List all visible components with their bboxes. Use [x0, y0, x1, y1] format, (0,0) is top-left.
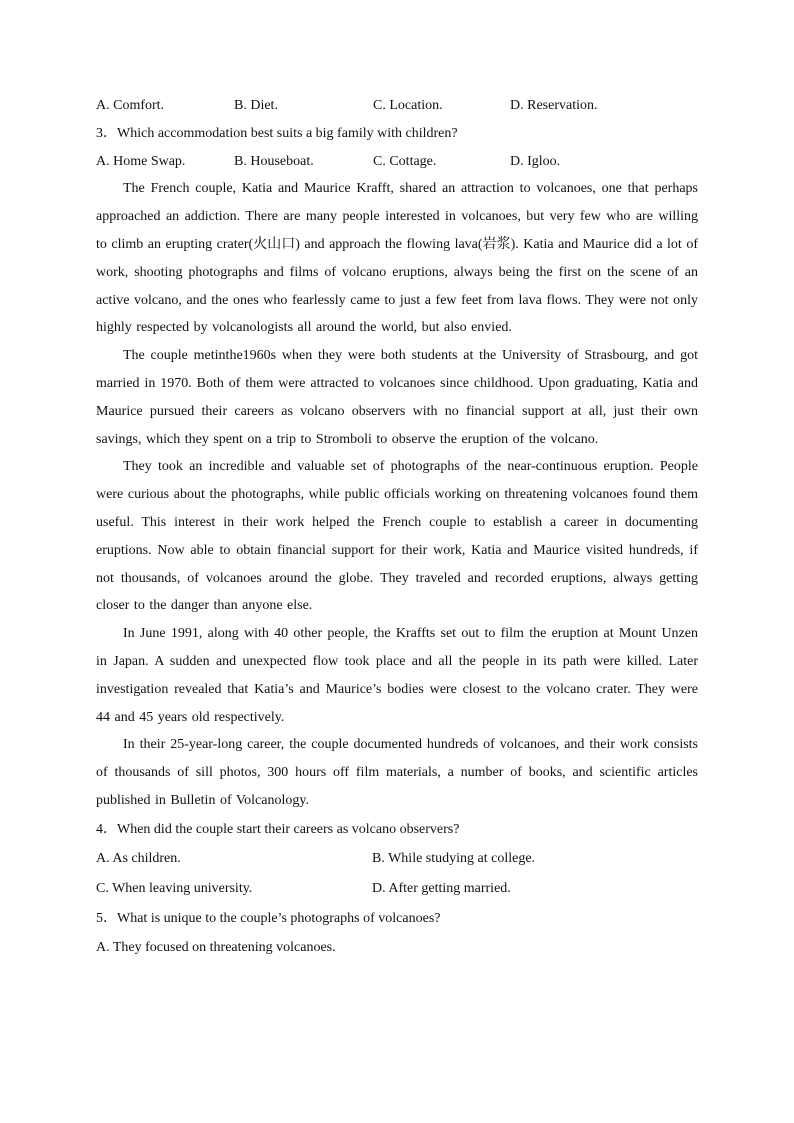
passage-paragraph: They took an incredible and valuable set of photographs of the near-continuous eruption. People were curious about the photographs, while public officials working on threatening volcanoes found them useful. This interest in their work helped the French couple to establish a career in documenting eruptions. Now able to obtain financial support for their work, Katia and Maurice visited hundreds, if not thousands, of volcanoes around the globe. They traveled and recorded eruptions, always getting closer to the danger than anyone else.: [96, 459, 698, 614]
q4-option-d[interactable]: D. After getting married.: [372, 880, 511, 896]
q4-stem: 4．When did the couple start their careers as volcano observers?: [96, 821, 460, 837]
q3-option-d[interactable]: D. Igloo.: [510, 153, 561, 169]
q4-option-a[interactable]: A. As children.: [96, 851, 181, 867]
exam-page: [96, 92, 698, 963]
q4-options-row2: [96, 874, 698, 904]
q2-options: [96, 92, 698, 120]
q2-option-b[interactable]: B. Diet.: [234, 98, 278, 113]
q2-option-c[interactable]: C. Location.: [373, 98, 443, 113]
passage-paragraph: In their 25-year-long career, the couple documented hundreds of volcanoes, and their work consists of thousands of sill photos, 300 hours off film materials, a number of books, and scientific articles published in Bulletin of Volcanology.: [96, 737, 698, 808]
q4-option-b[interactable]: B. While studying at college.: [372, 851, 536, 867]
q2-option-d[interactable]: D. Reservation.: [510, 98, 598, 113]
passage-paragraph: In June 1991, along with 40 other people, the Kraffts set out to film the eruption at Mount Unzen in Japan. A sudden and unexpected flow took place and all the people in its path were killed. Later investigation revealed that Katia’s and Maurice’s bodies were closest to the volcano crater. They were 44 and 45 years old respectively.: [96, 626, 698, 725]
q3-options: [96, 148, 698, 176]
q3-option-a[interactable]: A. Home Swap.: [96, 153, 186, 169]
passage-paragraph: The French couple, Katia and Maurice Krafft, shared an attraction to volcanoes, one that perhaps approached an addiction. There are many people interested in volcanoes, but very few who are willing to climb an erupting crater(火山口) and approach the flowing lava(岩浆). Katia and Maurice did a lot of work, shooting photographs and films of volcano eruptions, always being the first on the scene of an active volcano, and the ones who fearlessly came to just a few feet from lava flows. They were not only highly respected by volcanologists all around the world, but also envied.: [96, 181, 698, 336]
q3-option-c[interactable]: C. Cottage.: [373, 153, 437, 169]
q4-option-c[interactable]: C. When leaving university.: [96, 880, 253, 896]
passage-paragraph: The couple metinthe1960s when they were both students at the University of Strasbourg, and got married in 1970. Both of them were attracted to volcanoes since childhood. Upon graduating, Katia and Maurice pursued their careers as volcano observers with no financial support at all, just their own savings, which they spent on a trip to Stromboli to observe the eruption of the volcano.: [96, 348, 698, 447]
q3-option-b[interactable]: B. Houseboat.: [234, 153, 314, 169]
q4-options-row1: [96, 844, 698, 874]
q2-option-a[interactable]: A. Comfort.: [96, 98, 165, 113]
q5-stem: 5．What is unique to the couple’s photographs of volcanoes?: [96, 910, 441, 926]
q3-stem: 3．Which accommodation best suits a big family with children?: [96, 125, 458, 141]
q5-option-a[interactable]: A. They focused on threatening volcanoes.: [96, 940, 336, 956]
